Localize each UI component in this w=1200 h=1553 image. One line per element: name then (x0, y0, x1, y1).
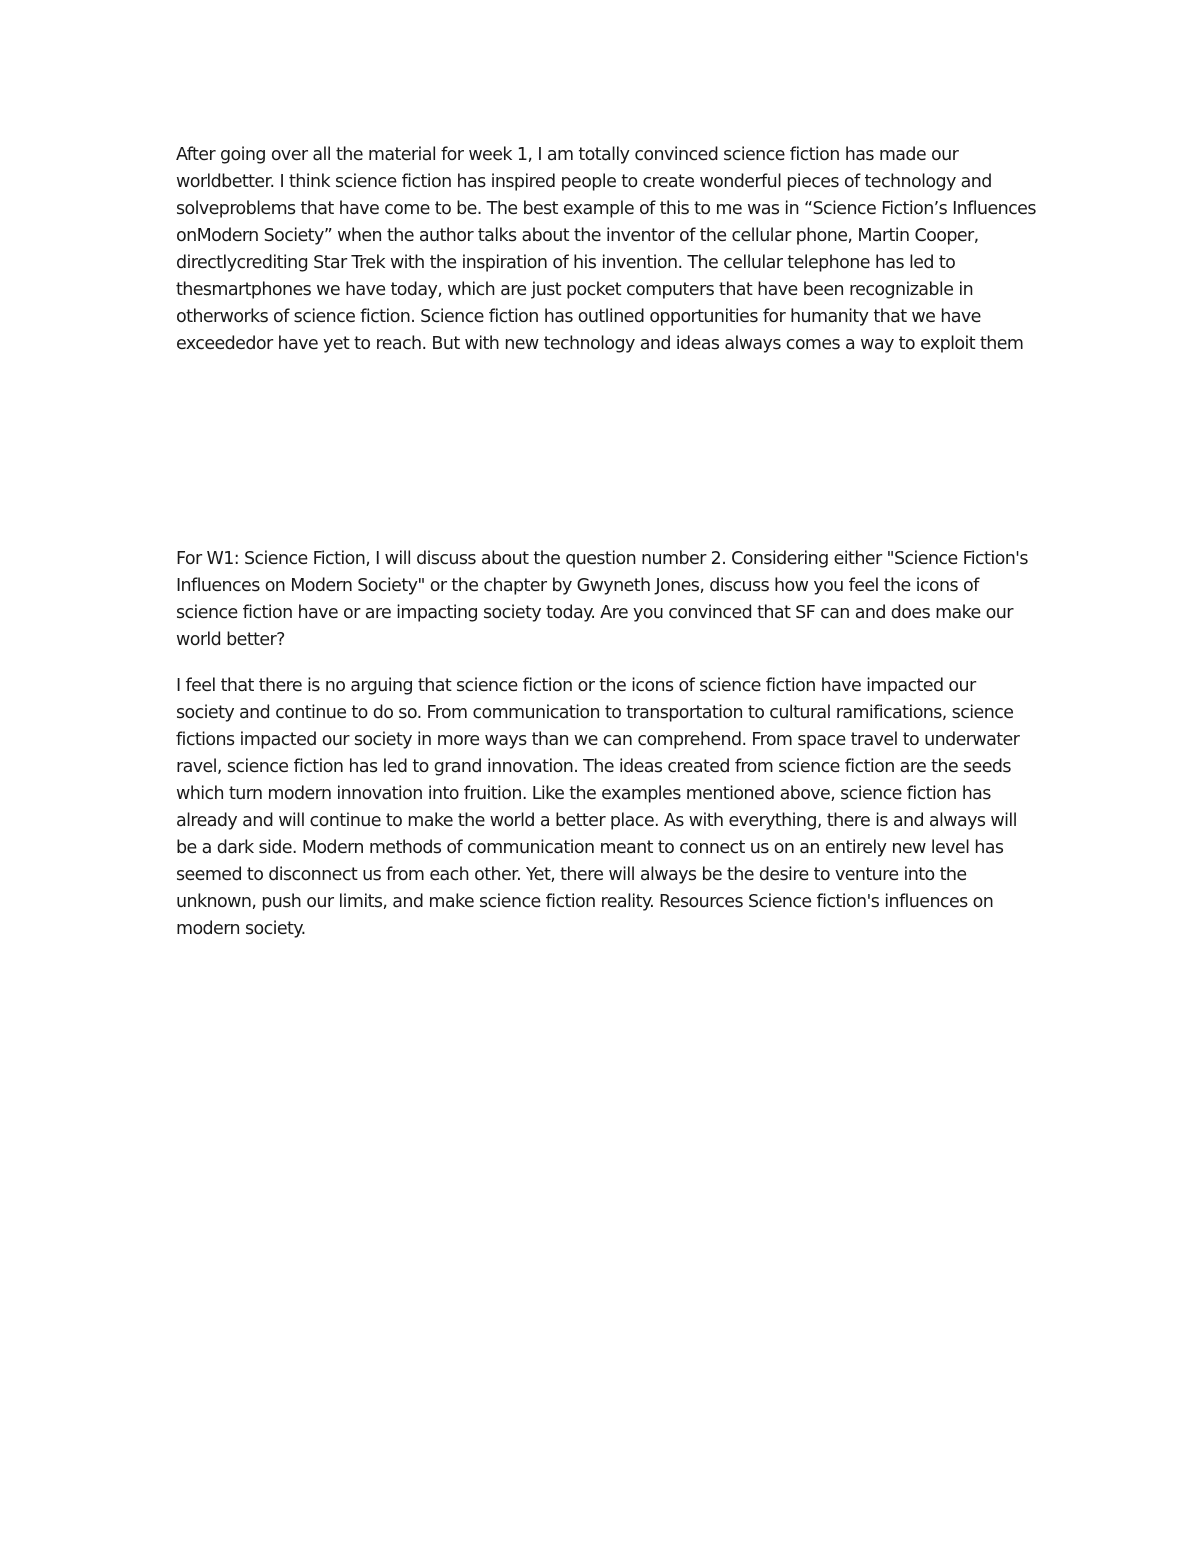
paragraph-week1-reflection: After going over all the material for week 1, I am totally convinced science fiction has made our worldbetter. I think science fiction has inspired people to create wonderful pieces of technology and solveproblems that have come to be. The best example of this to me was in “Science Fiction’s Influences onModern Society” when the author talks about the inventor of the cellular phone, Martin Cooper, directlycrediting Star Trek with the inspiration of his invention. The cellular telephone has led to thesmartphones we have today, which are just pocket computers that have been recognizable in otherworks of science fiction. Science fiction has outlined opportunities for humanity that we have exceededor have yet to reach. But with new technology and ideas always comes a way to exploit them (176, 145, 1036, 354)
paragraph-discussion-answer: I feel that there is no arguing that science fiction or the icons of science fiction have impacted our society and continue to do so. From communication to transportation to cultural ramifications, science fictions impacted our society in more ways than we can comprehend. From space travel to underwater ravel, science fiction has led to grand innovation. The ideas created from science fiction are the seeds which turn modern innovation into fruition. Like the examples mentioned above, science fiction has already and will continue to make the world a better place. As with everything, there is and always will be a dark side. Modern methods of communication meant to connect us on an entirely new level has seemed to disconnect us from each other. Yet, there will always be the desire to venture into the unknown, push our limits, and make science fiction reality. Resources Science fiction's influences on modern society. (176, 676, 1020, 939)
paragraph-discussion-question: For W1: Science Fiction, I will discuss about the question number 2. Considering either "Science Fiction's Influences on Modern Society" or the chapter by Gwyneth Jones, discuss how you feel the icons of science fiction have or are impacting society today. Are you convinced that SF can and does make our world better? (176, 549, 1028, 650)
